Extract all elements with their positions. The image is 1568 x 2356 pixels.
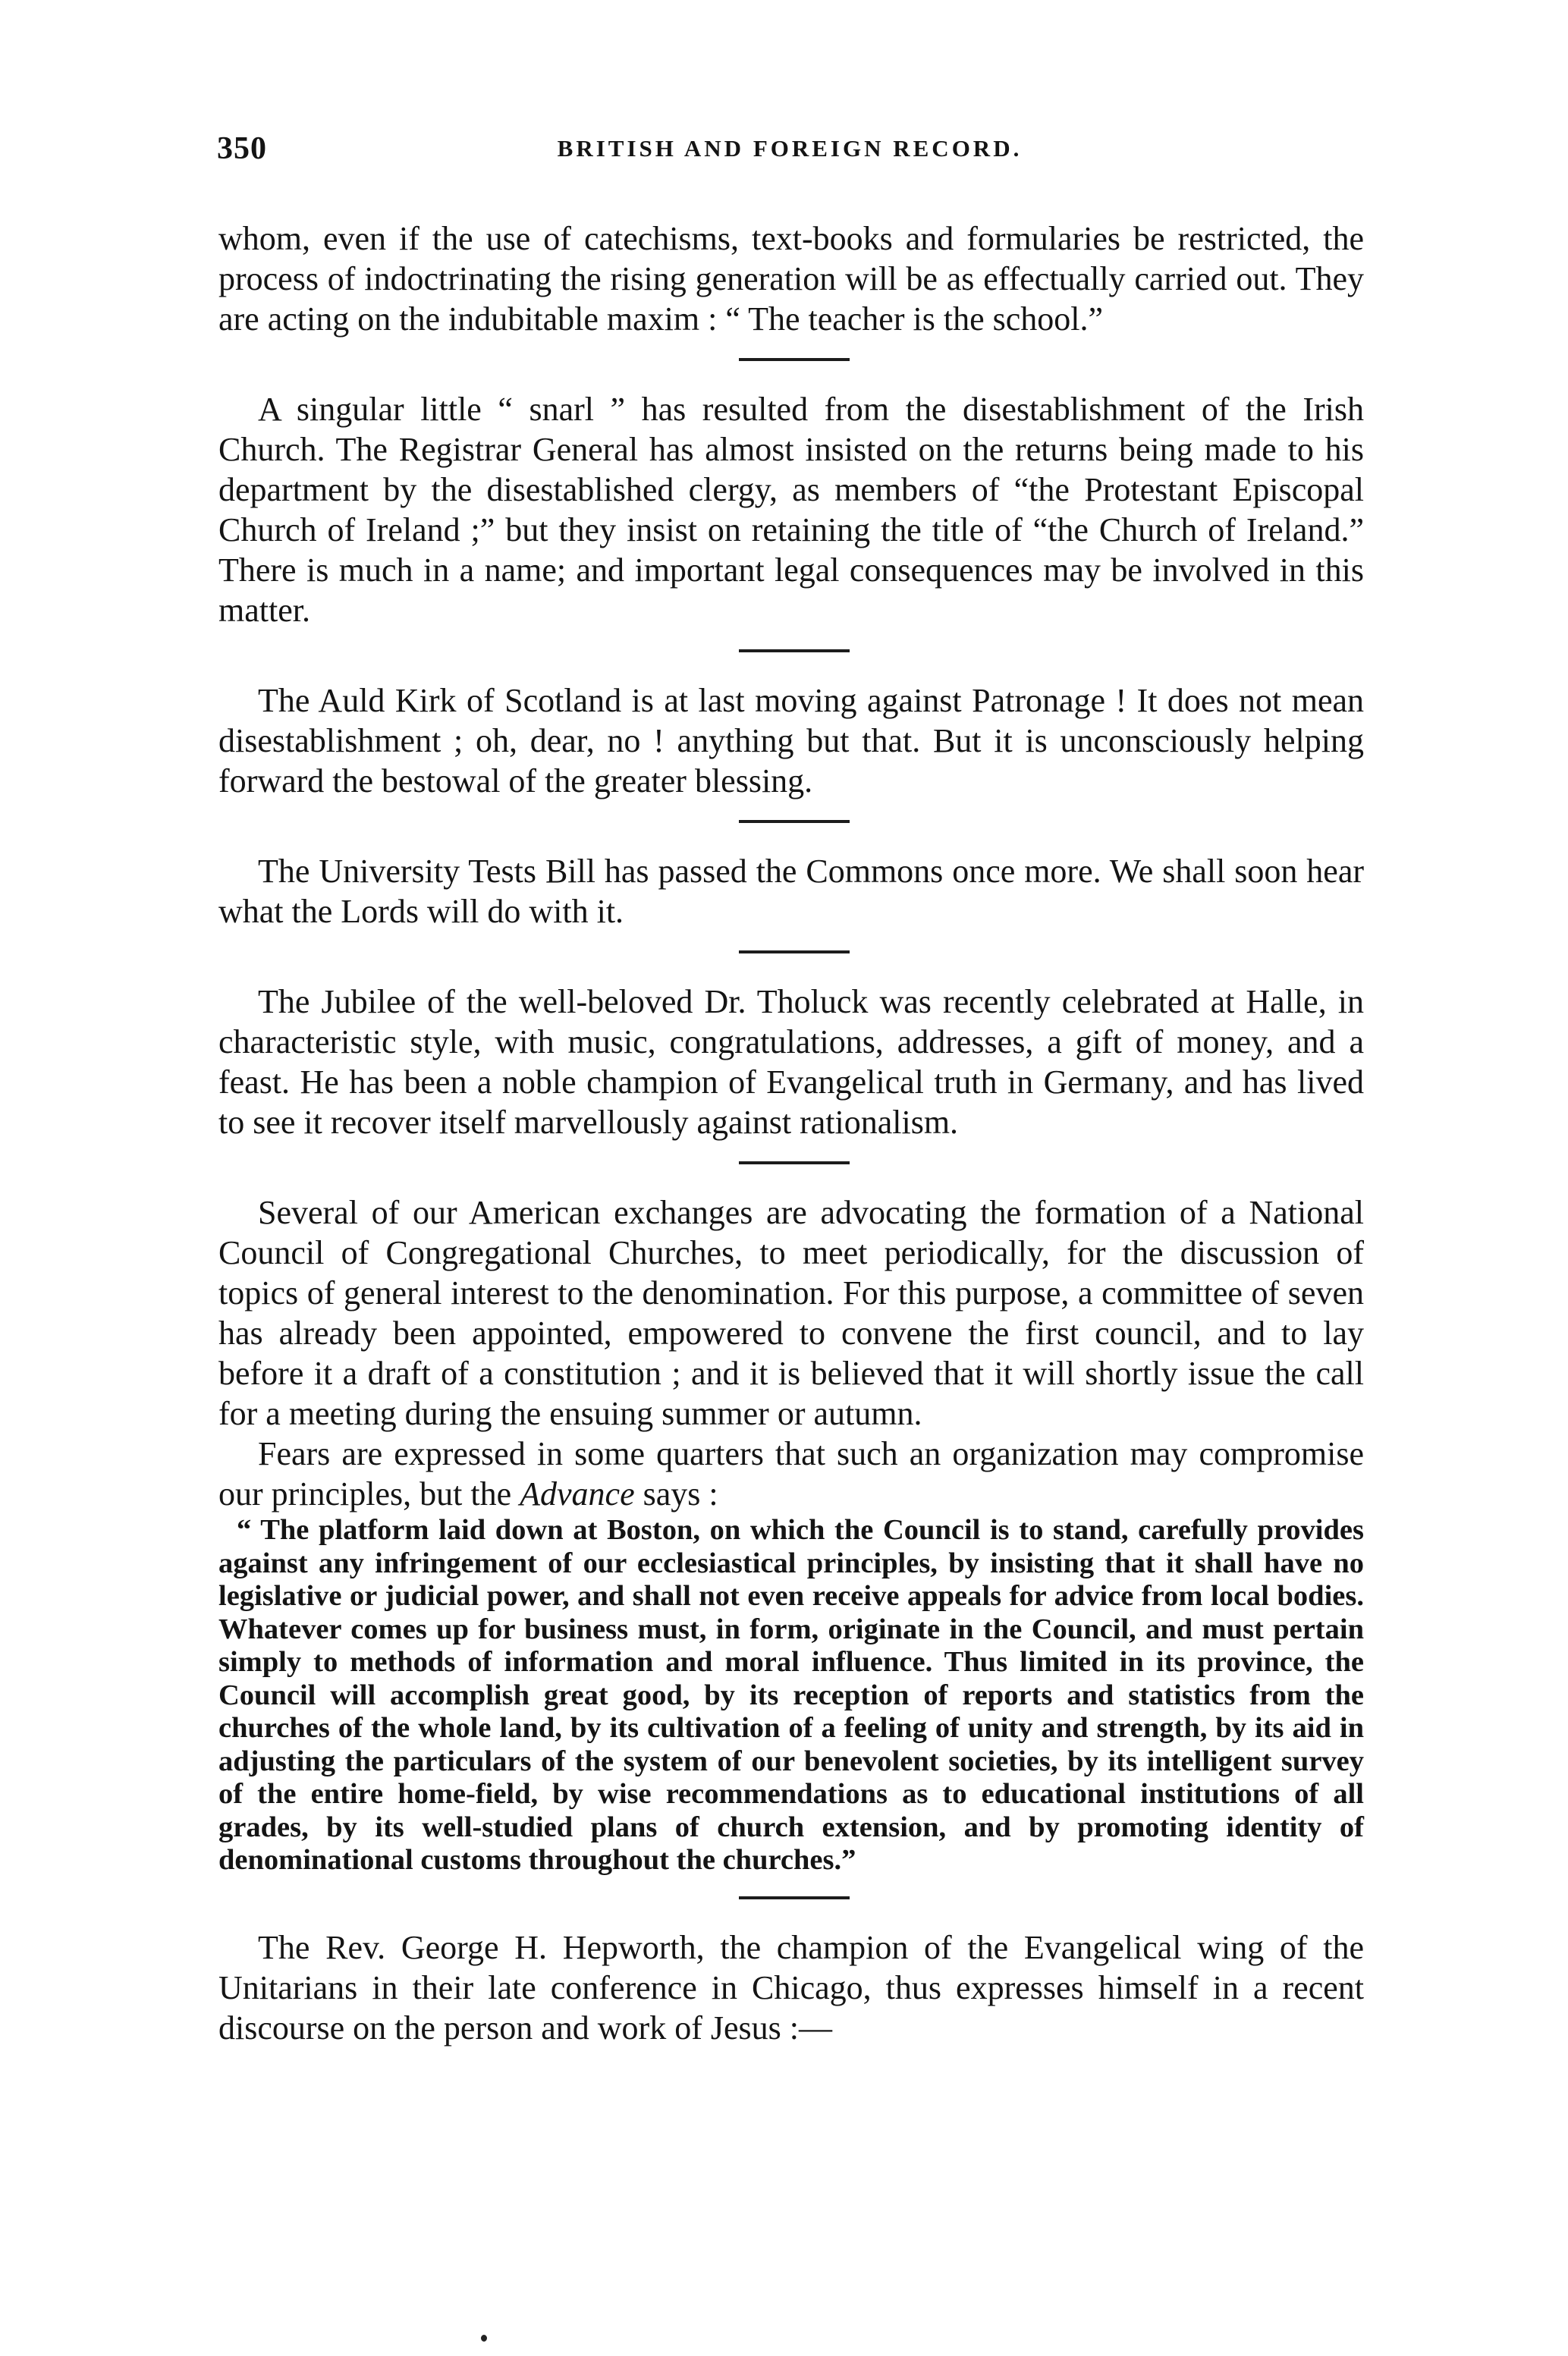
paragraph-auld-kirk: The Auld Kirk of Scotland is at last moving against Patronage ! It does not mean disestablishment ; oh, dear, no ! anything but that. But it is unconsciously helping forward the bestowal of the greater blessing. bbox=[218, 682, 1364, 799]
section-divider bbox=[739, 1161, 850, 1164]
section-divider bbox=[739, 820, 850, 823]
paragraph-catechisms: whom, even if the use of catechisms, text-books and formularies be restricted, the process of indoctrinating the rising generation will be as effectually carried out. They are acting on the indubitable maxim : “ The teacher is the school.” bbox=[218, 220, 1364, 338]
paragraph-fears-expressed bbox=[218, 1434, 1364, 1514]
section-divider bbox=[739, 649, 850, 652]
fears-text-before: Fears are expressed in some quarters that such an organization may compromise our principles, but the bbox=[218, 1435, 1364, 1513]
paragraph-tholuck-jubilee: The Jubilee of the well-beloved Dr. Tholuck was recently celebrated at Halle, in characteristic style, with music, congratulations, addresses, a gift of money, and a feast. He has been a noble champion of Evangelical truth in Germany, and has lived to see it recover itself marvellously against rationalism. bbox=[218, 983, 1364, 1141]
fears-text-after: says : bbox=[634, 1475, 718, 1513]
paragraph-national-council: Several of our American exchanges are advocating the formation of a National Council of Congregational Churches, to meet periodically, for the discussion of topics of general interest to the denomination. For this purpose, a committee of seven has already been appointed, empowered to convene the first council, and to lay before it a draft of a constitution ; and it is believed that it will shortly issue the call for a meeting during the ensuing summer or autumn. bbox=[218, 1194, 1364, 1432]
paragraph-hepworth: The Rev. George H. Hepworth, the champion of the Evangelical wing of the Unitarians in their late conference in Chicago, thus expresses himself in a recent discourse on the person and work of Jesus :— bbox=[218, 1928, 1364, 2047]
section-divider bbox=[739, 1896, 850, 1899]
paragraph-university-tests: The University Tests Bill has passed the Commons once more. We shall soon hear what the Lords will do with it. bbox=[218, 853, 1364, 930]
paragraph-irish-church: A singular little “ snarl ” has resulted from the disestablishment of the Irish Church. The Registrar General has almost insisted on the returns being made to his department by the disestablished clergy, as members of “the Protestant Episcopal Church of Ireland ;” but they insist on retaining the title of “the Church of Ireland.” There is much in a name; and important legal consequences may be involved in this matter. bbox=[218, 391, 1364, 629]
running-title: BRITISH AND FOREIGN RECORD. bbox=[557, 135, 1023, 162]
advance-title: Advance bbox=[520, 1475, 635, 1513]
page-body bbox=[218, 218, 1364, 2048]
section-divider bbox=[739, 358, 850, 361]
page-header bbox=[217, 130, 1362, 176]
advance-quotation: “ The platform laid down at Boston, on which the Council is to stand, carefully provides against any infringement of our ecclesiastical principles, by insisting that it shall have no legislative or judicial power, and shall not even receive appeals for advice from local bodies. Whatever comes up for business must, in form, originate in the Council, and must pertain simply to methods of information and moral influence. Thus limited in its province, the Council will accomplish great good, by its reception of reports and statistics from the churches of the whole land, by its cultivation of a feeling of unity and strength, by its aid in adjusting the particulars of the system of our benevolent societies, by its intelligent survey of the entire home-field, by wise recommendations as to educational institutions of all grades, by its well-studied plans of church extension, and by promoting identity of denominational customs throughout the churches.” bbox=[218, 1514, 1364, 1876]
page-speck-mark bbox=[481, 2335, 487, 2342]
section-divider bbox=[739, 950, 850, 953]
page-number: 350 bbox=[217, 131, 267, 166]
